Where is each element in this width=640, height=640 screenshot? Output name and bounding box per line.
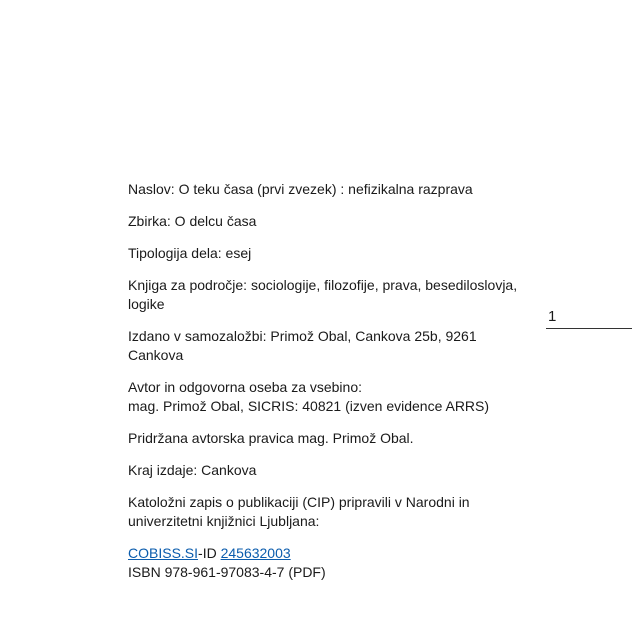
colophon-block bbox=[128, 180, 528, 595]
publisher-line-2: Cankova bbox=[128, 347, 184, 363]
typology-line bbox=[128, 244, 528, 263]
place-text: Kraj izdaje: Cankova bbox=[128, 462, 257, 478]
author-paragraph bbox=[128, 378, 528, 416]
typology-text: Tipologija dela: esej bbox=[128, 245, 252, 261]
cip-line-1: Katoložni zapis o publikaciji (CIP) pripravili v Narodni in bbox=[128, 494, 470, 510]
author-line-1: Avtor in odgovorna oseba za vsebino: bbox=[128, 379, 363, 395]
author-line-2: mag. Primož Obal, SICRIS: 40821 (izven evidence ARRS) bbox=[128, 398, 490, 414]
title-line bbox=[128, 180, 528, 199]
cobiss-line bbox=[128, 544, 528, 563]
collection-line bbox=[128, 212, 528, 231]
page-number: 1 bbox=[548, 308, 557, 325]
collection-text: Zbirka: O delcu časa bbox=[128, 213, 257, 229]
copyright-text: Pridržana avtorska pravica mag. Primož Obal. bbox=[128, 430, 414, 446]
cobiss-id-link[interactable]: 245632003 bbox=[220, 545, 291, 561]
cobiss-link[interactable]: COBISS.SI bbox=[128, 545, 199, 561]
place-line bbox=[128, 461, 528, 480]
field-paragraph bbox=[128, 276, 528, 314]
field-line-2: logike bbox=[128, 296, 165, 312]
title-text: Naslov: O teku časa (prvi zvezek) : nefizikalna razprava bbox=[128, 181, 473, 197]
isbn-line: ISBN 978-961-97083-4-7 (PDF) bbox=[128, 564, 326, 580]
cip-line-2: univerzitetni knjižnici Ljubljana: bbox=[128, 513, 320, 529]
identifiers-paragraph bbox=[128, 544, 528, 582]
copyright-line bbox=[128, 429, 528, 448]
publisher-line-1: Izdano v samozaložbi: Primož Obal, Cankova 25b, 9261 bbox=[128, 328, 477, 344]
field-line-1: Knjiga za področje: sociologije, filozofije, prava, besediloslovja, bbox=[128, 277, 518, 293]
cip-paragraph bbox=[128, 493, 528, 531]
cobiss-separator: -ID bbox=[198, 545, 221, 561]
publisher-paragraph bbox=[128, 327, 528, 365]
page-number-rule bbox=[546, 328, 632, 329]
